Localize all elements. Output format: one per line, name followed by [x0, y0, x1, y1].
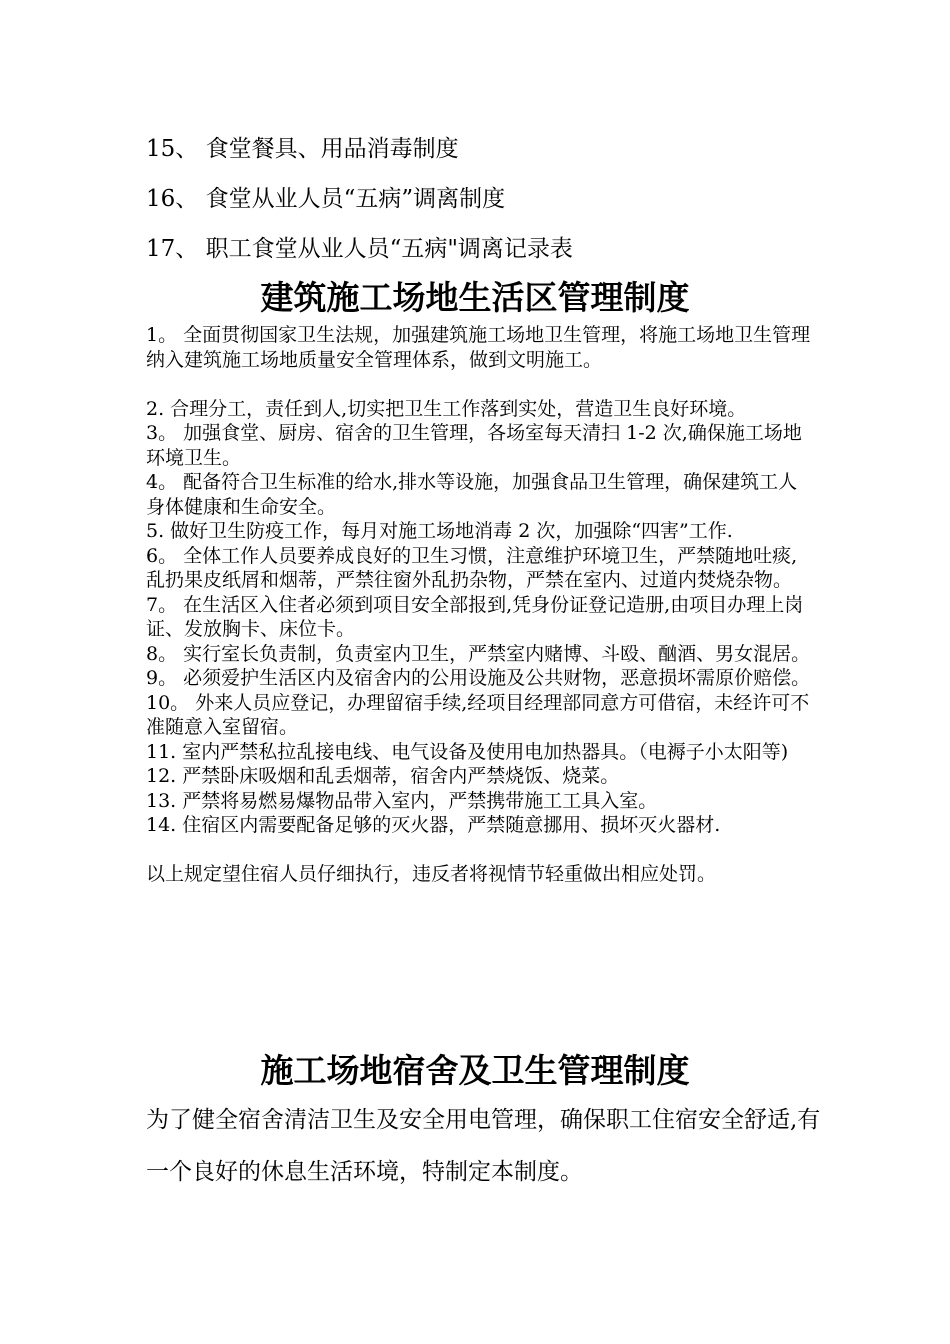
- rule-14: 14. 住宿区内需要配备足够的灭火器，严禁随意挪用、损坏灭火器材.: [146, 814, 721, 836]
- rule-11: 11. 室内严禁私拉乱接电线、电气设备及使用电加热器具。（电褥子小太阳等): [146, 740, 789, 763]
- rule-12: 12. 严禁卧床吸烟和乱丢烟蒂，宿舍内严禁烧饭、烧菜。: [146, 765, 620, 787]
- rule-7: 7。 在生活区入住者必须到项目安全部报到,凭身份证登记造册,由项目办理上岗证、发放胸卡、床位卡。: [146, 593, 804, 640]
- rule-2: 2. 合理分工，责任到人,切实把卫生工作落到实处，营造卫生良好环境。: [146, 397, 747, 420]
- dormitory-intro: 为了健全宿舍清洁卫生及安全用电管理，确保职工住宿安全舒适,有一个良好的休息生活环境，特制定本制度。: [146, 1107, 821, 1185]
- closing-note: 以上规定望住宿人员仔细执行，违反者将视情节轻重做出相应处罚。: [146, 863, 717, 885]
- rule-4: 4。 配备符合卫生标准的给水,排水等设施，加强食品卫生管理，确保建筑工人身体健康和生命安全。: [146, 471, 798, 518]
- rules-list: [146, 323, 816, 887]
- rule-1: 1。 全面贯彻国家卫生法规，加强建筑施工场地卫生管理，将施工场地卫生管理纳入建筑施工场地质量安全管理体系，做到文明施工。: [146, 324, 811, 371]
- rule-10: 10。 外来人员应登记，办理留宿手续,经项目经理部同意方可借宿，未经许可不准随意入室留宿。: [146, 691, 810, 738]
- rule-5: 5. 做好卫生防疫工作，每月对施工场地消毒 2 次，加强除“四害”工作.: [146, 520, 733, 542]
- section-title-living-area: 建筑施工场地生活区管理制度: [260, 278, 690, 317]
- toc-item-17: 17、 职工食堂从业人员“五病"调离记录表: [146, 236, 573, 262]
- rule-9: 9。 必须爱护生活区内及宿舍内的公用设施及公共财物，恶意损坏需原价赔偿。: [146, 667, 811, 689]
- rule-6: 6。 全体工作人员要养成良好的卫生习惯，注意维护环境卫生，严禁随地吐痰,乱扔果皮纸屑和烟蒂，严禁往窗外乱扔杂物，严禁在室内、过道内焚烧杂物。: [146, 544, 798, 591]
- rule-3: 3。 加强食堂、厨房、宿舍的卫生管理，各场室每天清扫 1-2 次,确保施工场地环境卫生。: [146, 422, 802, 469]
- toc-item-15: 15、 食堂餐具、用品消毒制度: [146, 136, 459, 162]
- paragraph-gap: [146, 372, 816, 397]
- toc-item-16: 16、 食堂从业人员“五病”调离制度: [146, 186, 506, 212]
- rule-13: 13. 严禁将易燃易爆物品带入室内，严禁携带施工工具入室。: [146, 789, 658, 812]
- paragraph-gap: [146, 838, 816, 863]
- section-title-dormitory: 施工场地宿舍及卫生管理制度: [260, 1051, 690, 1090]
- rule-8: 8。 实行室长负责制，负责室内卫生，严禁室内赌博、斗殴、酗酒、男女混居。: [146, 642, 811, 665]
